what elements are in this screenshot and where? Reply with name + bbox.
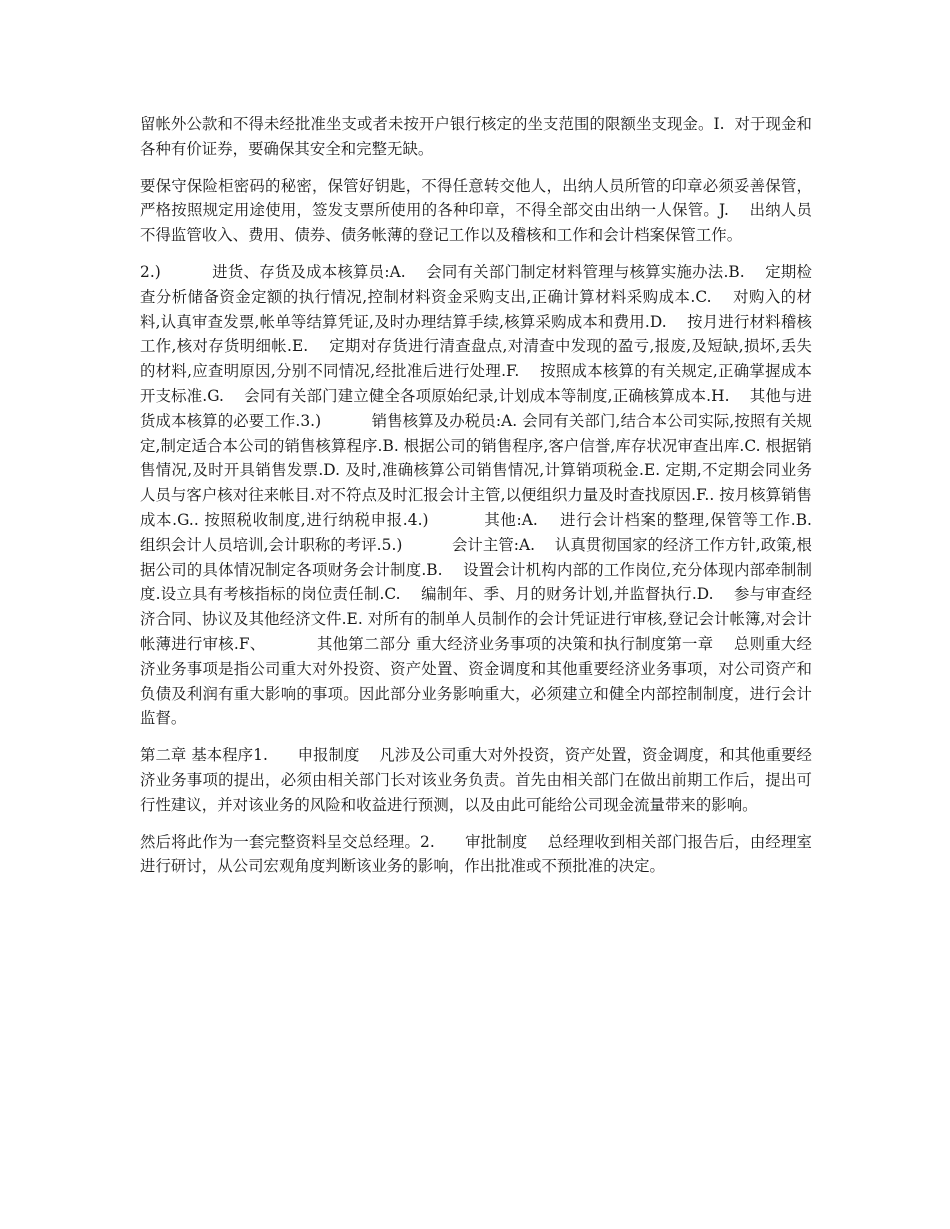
paragraph-cash-custody: 留帐外公款和不得未经批准坐支或者未按开户银行核定的坐支范围的限额坐支现金。I. 对于现金和各种有价证券，要确保其安全和完整无缺。 <box>140 115 812 158</box>
paragraph-approval-system: 然后将此作为一套完整资料呈交总经理。2. 审批制度 总经理收到相关部门报告后，由经理室进行研讨，从公司宏观角度判断该业务的影响，作出批准或不预批准的决定。 <box>140 832 812 876</box>
paragraph-job-duties: 2.) 进货、存货及成本核算员:A. 会同有关部门制定材料管理与核算实施办法.B. 定期检查分析储备资金定额的执行情况,控制材料资金采购支出,正确计算材料采购成本.C. 对购入的材料,认真审查发票,帐单等结算凭证,及时办理结算手续,核算采购成本和费用.D. 按月进行材料稽核工作,核对存货明细帐.E. 定期对存货进行清查盘点,对清查中发现的盈亏,报废,及短缺,损坏,丢失的材料,应查明原因,分别不同情况,经批准后进行处理.F. 按照成本核算的有关规定,正确掌握成本开支标准.G. 会同有关部门建立健全各项原始纪录,计划成本等制度,正确核算成本.H. 其他与进货成本核算的必要工作.3.) 销售核算及办税员:A. 会同有关部门,结合本公司实际,按照有关规定,制定适合本公司的销售核算程序.B. 根据公司的销售程序,客户信誉,库存状况审查出库.C. 根据销售情况,及时开具销售发票.D. 及时,准确核算公司销售情况,计算销项税金.E. 定期,不定期会同业务人员与客户核对往来帐目.对不符点及时汇报会计主管,以便组织力量及时查找原因.F.. 按月核算销售成本.G.. 按照税收制度,进行纳税申报.4.) 其他:A. 进行会计档案的整理,保管等工作.B. 组织会计人员培训,会计职称的考评.5.) 会计主管:A. 认真贯彻国家的经济工作方针,政策,根据公司的具体情况制定各项财务会计制度.B. 设置会计机构内部的工作岗位,充分体现内部牵制制度.设立具有考核指标的岗位责任制.C. 编制年、季、月的财务计划,并监督执行.D. 参与审查经济合同、协议及其他经济文件.E. 对所有的制单人员制作的会计凭证进行审核,登记会计帐簿,对会计帐薄进行审核.F、 其他第二部分 重大经济业务事项的决策和执行制度第一章 总则重大经济业务事项是指公司重大对外投资、资产处置、资金调度和其他重要经济业务事项，对公司资产和负债及利润有重大影响的事项。因此部分业务影响重大，必须建立和健全内部控制制度，进行会计监督。 <box>140 262 832 728</box>
document-body <box>140 112 832 891</box>
paragraph-basic-procedure: 第二章 基本程序1. 申报制度 凡涉及公司重大对外投资，资产处置，资金调度，和其他重要经济业务事项的提出，必须由相关部门长对该业务负责。首先由相关部门在做出前期工作后，提出可行性建议，并对该业务的风险和收益进行预测，以及由此可能给公司现金流量带来的影响。 <box>140 746 812 814</box>
paragraph-safe-keeping: 要保守保险柜密码的秘密，保管好钥匙，不得任意转交他人，出纳人员所管的印章必须妥善保管，严格按照规定用途使用，签发支票所使用的各种印章，不得全部交由出纳一人保管。J. 出纳人员不得监管收入、费用、债券、债务帐薄的登记工作以及稽核和工作和会计档案保管工作。 <box>140 176 812 245</box>
